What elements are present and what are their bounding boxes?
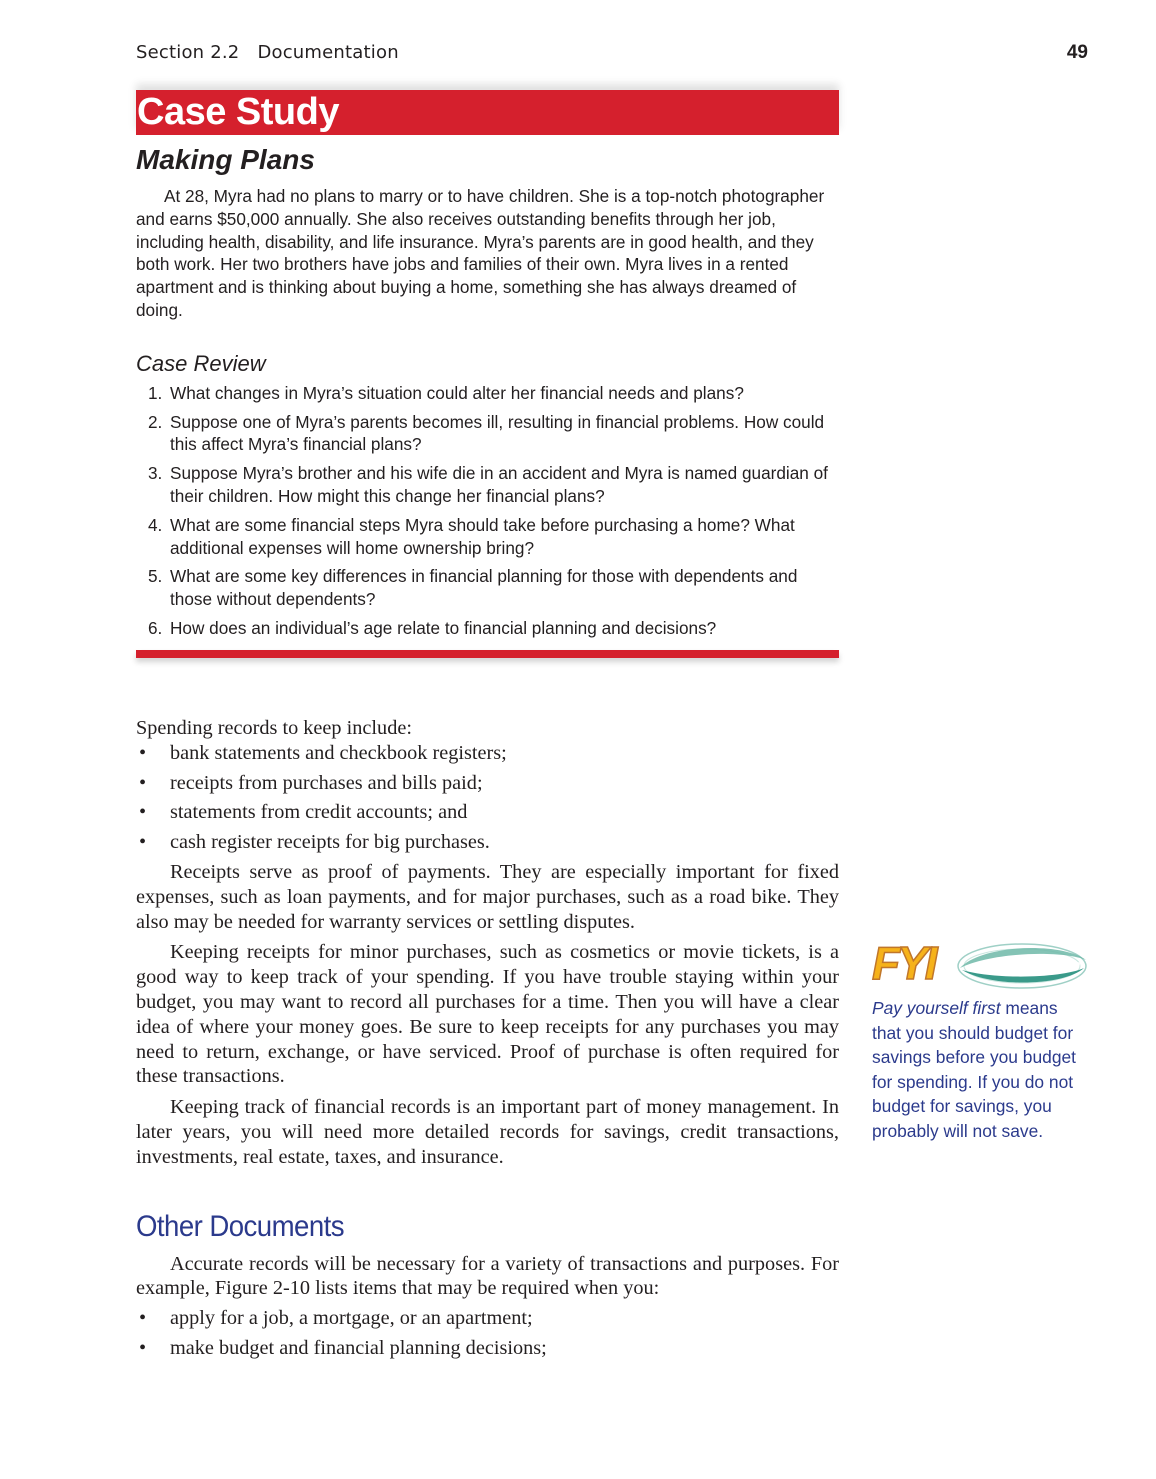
review-question: 6. How does an individual’s age relate to financial planning and decisions? bbox=[148, 617, 717, 638]
list-item: • cash register receipts for big purchases. bbox=[139, 831, 490, 854]
case-study-body: At 28, Myra had no plans to marry or to have children. She is a top-notch photographer and earns $50,000 annually. She also receives outstanding benefits through her job, including health, disability, and life insurance. Myra’s parents are in good health, and they both work. Her two brothers have jobs and families of their own. Myra lives in a rented apartment and is thinking about buying a home, something she has always dreamed of doing. bbox=[136, 186, 825, 320]
review-question: 2. Suppose one of Myra’s parents becomes ill, resulting in financial problems. How could this affect Myra’s financial plans? bbox=[148, 411, 825, 455]
other-documents-heading: Other Documents bbox=[136, 1209, 345, 1243]
list-item: • apply for a job, a mortgage, or an apartment; bbox=[139, 1307, 533, 1330]
case-study-bottom-rule bbox=[136, 650, 839, 658]
review-question: 4. What are some financial steps Myra should take before purchasing a home? What additional expenses will home ownership bring? bbox=[148, 514, 795, 558]
review-question: 3. Suppose Myra’s brother and his wife die in an accident and Myra is named guardian of their children. How might this change her financial plans? bbox=[148, 463, 828, 506]
case-review-heading: Case Review bbox=[136, 350, 266, 376]
list-item: • statements from credit accounts; and bbox=[139, 801, 468, 824]
spending-intro: Spending records to keep include: bbox=[136, 717, 412, 739]
spending-records-list bbox=[136, 741, 839, 855]
list-item: • bank statements and checkbook registers; bbox=[139, 741, 507, 764]
section-title: Documentation bbox=[257, 42, 399, 63]
list-item: • receipts from purchases and bills paid; bbox=[139, 771, 483, 794]
main-text bbox=[136, 716, 839, 1366]
paragraph: Receipts serve as proof of payments. They are especially important for fixed expenses, such as loan payments, and for major purchases, such as a road bike. They also may be needed for warranty services or settling disputes. bbox=[136, 860, 839, 933]
fyi-sidebar bbox=[872, 936, 1092, 1144]
paragraph: Keeping receipts for minor purchases, such as cosmetics or movie tickets, is a good way to keep track of your spending. If you have trouble staying within your budget, you may want to record all purchases for a time. Then you will have a clear idea of where your money goes. Be sure to keep receipts for any purchases you may need to return, exchange, or have serviced. Proof of purchase is often required for these transactions. bbox=[136, 941, 839, 1088]
review-question: 5. What are some key differences in financial planning for those with dependents and those without dependents? bbox=[148, 566, 798, 610]
list-item: • make budget and financial planning decisions; bbox=[139, 1336, 547, 1359]
paragraph: Keeping track of financial records is an important part of money management. In later years, you will need more detailed records for savings, credit transactions, investments, real estate, taxes, and insurance. bbox=[136, 1096, 839, 1168]
swoosh-icon bbox=[952, 938, 1090, 994]
fyi-body: means that you should budget for savings before you budget for spending. If you do not budget for savings, you probably will not save. bbox=[872, 998, 1077, 1141]
page-number: 49 bbox=[1066, 42, 1088, 63]
case-review-list bbox=[136, 382, 839, 640]
case-study-banner: Case Study bbox=[136, 90, 839, 135]
case-study-subtitle: Making Plans bbox=[136, 144, 315, 175]
case-study-box bbox=[136, 90, 839, 646]
fyi-emphasis: Pay yourself first bbox=[872, 998, 1001, 1018]
review-question: 1. What changes in Myra’s situation could alter her financial needs and plans? bbox=[148, 382, 744, 403]
section-number: Section 2.2 bbox=[136, 42, 240, 63]
fyi-logo bbox=[872, 936, 1092, 994]
fyi-text bbox=[872, 996, 1088, 1144]
running-head bbox=[136, 42, 399, 63]
fyi-logo-text: FYI bbox=[872, 937, 935, 989]
paragraph: Accurate records will be necessary for a variety of transactions and purposes. For example, Figure 2-10 lists items that may be required when you: bbox=[136, 1252, 839, 1300]
other-documents-list bbox=[136, 1306, 839, 1361]
